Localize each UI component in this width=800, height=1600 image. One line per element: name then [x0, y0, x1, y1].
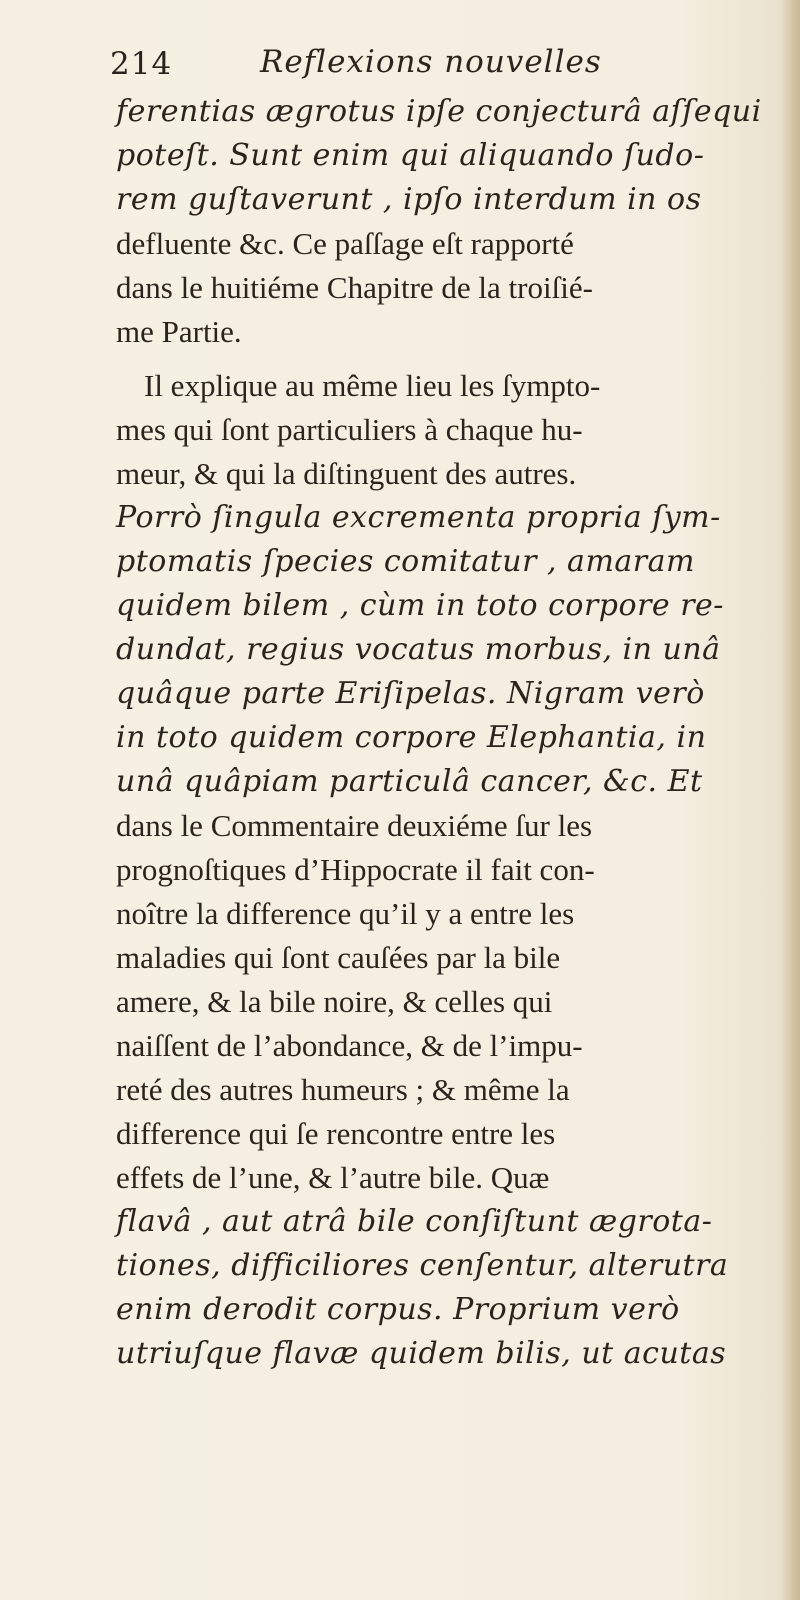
text-line: mes qui ſont particuliers à chaque hu- — [116, 412, 583, 447]
text-line: dans le Commentaire deuxiéme ſur les — [116, 808, 593, 843]
text-line: naiſſent de l’abondance, & de l’impu- — [116, 1028, 583, 1063]
text-line: amere, & la bile noire, & celles qui — [116, 984, 553, 1019]
paragraph-gap — [116, 354, 776, 364]
text-line: quidem bilem , cùm in toto corpore re- — [116, 588, 724, 623]
text-line: Il explique au même lieu les ſympto- — [144, 368, 601, 403]
text-line: unâ quâpiam particulâ cancer, &c. Et — [116, 764, 703, 799]
running-head: Reflexions nouvelles — [260, 44, 602, 80]
text-line: utriuſque flavæ quidem bilis, ut acutas — [116, 1336, 727, 1371]
text-line: in toto quidem corpore Elephantia, in — [116, 720, 707, 755]
text-line: me Partie. — [116, 314, 242, 349]
text-line: noître la difference qu’il y a entre les — [116, 896, 575, 931]
text-line: Porrò ſingula excrementa propria ſym- — [116, 500, 721, 535]
text-line: defluente &c. Ce paſſage eſt rapporté — [116, 226, 574, 261]
text-line: tiones, difficiliores cenſentur, alterutra — [116, 1248, 729, 1283]
text-line: poteſt. Sunt enim qui aliquando ſudo- — [116, 138, 705, 173]
text-line: flavâ , aut atrâ bile conſiſtunt ægrota- — [116, 1204, 713, 1239]
text-line: meur, & qui la diſtinguent des autres. — [116, 456, 577, 491]
page-edge-shadow — [782, 0, 800, 1600]
text-line: rem guſtaverunt , ipſo interdum in os — [116, 182, 702, 217]
text-line: enim derodit corpus. Proprium verò — [116, 1292, 680, 1327]
text-line: prognoſtiques d’Hippocrate il fait con- — [116, 852, 595, 887]
text-line: dans le huitiéme Chapitre de la troiſié- — [116, 270, 593, 305]
text-line: ptomatis ſpecies comitatur , amaram — [116, 544, 695, 579]
text-line: maladies qui ſont cauſées par la bile — [116, 940, 561, 975]
page-number: 214 — [110, 46, 173, 82]
page-header — [110, 42, 710, 92]
text-line: ferentias ægrotus ipſe conjecturâ aſſequi — [116, 94, 762, 129]
text-line: reté des autres humeurs ; & même la — [116, 1072, 570, 1107]
text-line: dundat, regius vocatus morbus, in unâ — [116, 632, 721, 667]
body-text — [116, 90, 776, 1376]
text-line: quâque parte Eriſipelas. Nigram verò — [116, 676, 705, 711]
text-line: difference qui ſe rencontre entre les — [116, 1116, 556, 1151]
text-line: effets de l’une, & l’autre bile. Quæ — [116, 1160, 550, 1195]
